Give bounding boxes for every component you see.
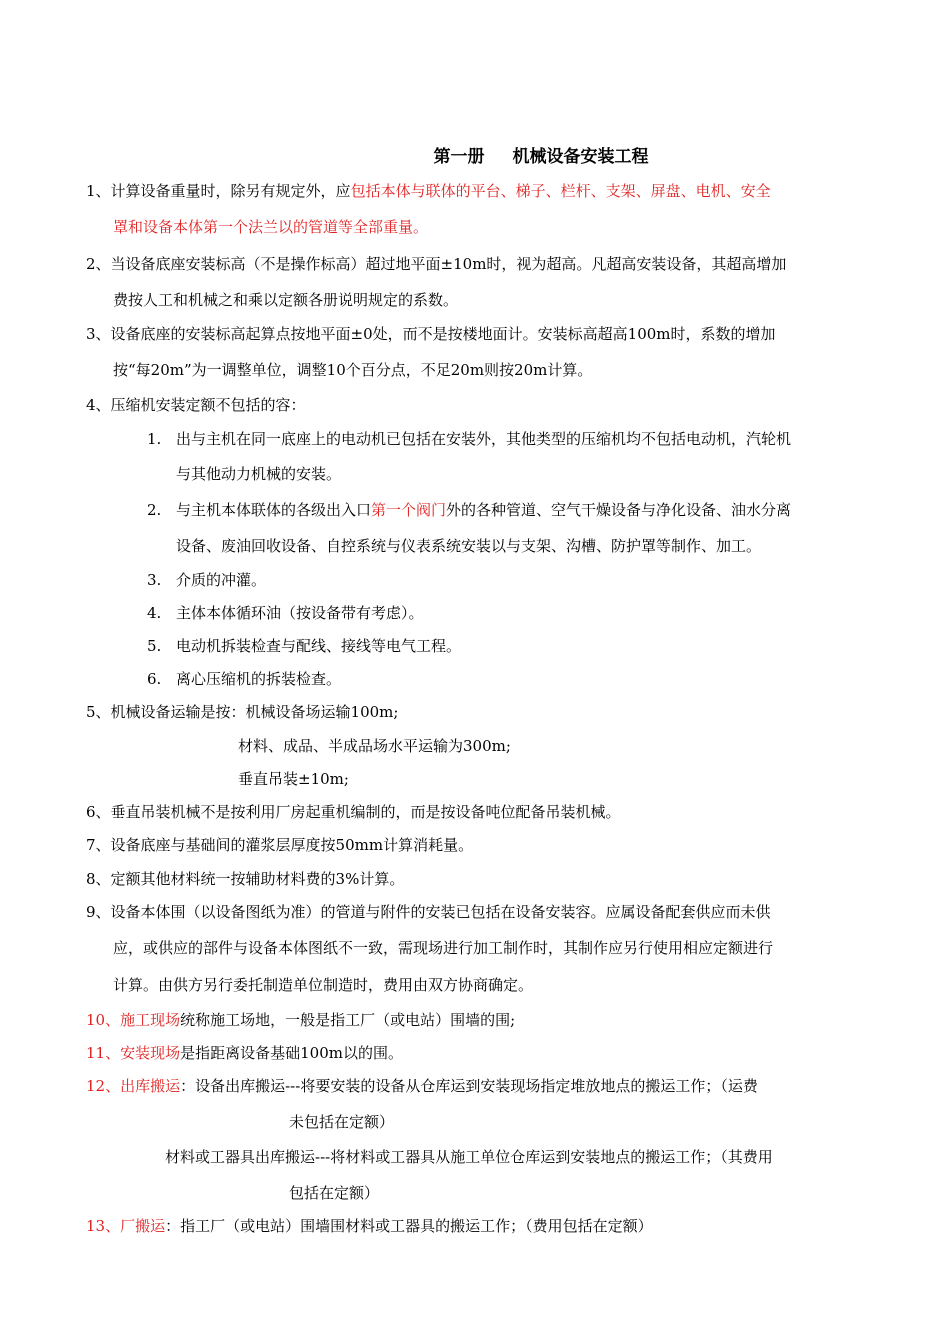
item-12-line-3: 材料或工器具出库搬运---将材料或工器具从施工单位仓库运到安装地点的搬运工作；（其费用 [165, 1148, 773, 1166]
item-5-line-3: 垂直吊装±10m; [238, 770, 349, 788]
item-3-line-1: 3、设备底座的安装标高起算点按地平面±0处，而不是按楼地面计。安装标高超高100m时，系数的增加 [86, 325, 776, 343]
item-11: 11、安装现场是指距离设备基础100m以的围。 [86, 1044, 403, 1062]
item-2-line-1: 2、当设备底座安装标高（不是操作标高）超过地平面±10m时，视为超高。凡超高安装设备，其超高增加 [86, 255, 787, 273]
item-4-sub-3: 3. 介质的冲灌。 [147, 571, 267, 589]
item-5-line-1: 5、机械设备运输是按：机械设备场运输100m; [86, 703, 399, 721]
item-1-line-2: 罩和设备本体第一个法兰以的管道等全部重量。 [113, 218, 429, 236]
item-8: 8、定额其他材料统一按辅助材料费的3%计算。 [86, 870, 405, 888]
item-13-term: 厂搬运 [120, 1217, 166, 1235]
item-4-heading: 4、压缩机安装定额不包括的容： [86, 396, 306, 414]
item-4-sub-1-line-2: 与其他动力机械的安装。 [176, 465, 342, 483]
item-2-line-2: 费按人工和机械之和乘以定额各册说明规定的系数。 [113, 291, 459, 309]
item-12-line-2: 未包括在定额） [289, 1113, 395, 1131]
page-title [0, 146, 950, 168]
item-4-sub-2-highlight: 第一个阀门 [371, 501, 447, 519]
item-1-line-1: 1、计算设备重量时，除另有规定外，应包括本体与联体的平台、梯子、栏杆、支架、屏盘、电机、安全 [86, 182, 771, 200]
item-5-line-2: 材料、成品、半成品场水平运输为300m; [238, 737, 511, 755]
item-12-line-4: 包括在定额） [289, 1184, 380, 1202]
item-12-term: 出库搬运 [120, 1077, 181, 1095]
item-1-highlight: 包括本体与联体的平台、梯子、栏杆、支架、屏盘、电机、安全 [350, 182, 771, 200]
item-4-sub-5: 5. 电动机拆装检查与配线、接线等电气工程。 [147, 637, 462, 655]
item-9-line-2: 应，或供应的部件与设备本体图纸不一致，需现场进行加工制作时，其制作应另行使用相应定额进行 [113, 939, 774, 957]
item-13: 13、厂搬运：指工厂（或电站）围墙围材料或工器具的搬运工作；（费用包括在定额） [86, 1217, 653, 1235]
item-10: 10、施工现场统称施工场地，一般是指工厂（或电站）围墙的围; [86, 1011, 516, 1029]
item-12-line-1: 12、出库搬运：设备出库搬运---将要安装的设备从仓库运到安装现场指定堆放地点的搬运工作；（运费 [86, 1077, 758, 1095]
item-9-line-3: 计算。由供方另行委托制造单位制造时，费用由双方协商确定。 [113, 976, 534, 994]
item-3-line-2: 按“每20m”为一调整单位，调整10个百分点，不足20m则按20m计算。 [113, 361, 593, 379]
item-4-sub-6: 6. 离心压缩机的拆装检查。 [147, 670, 342, 688]
item-9-line-1: 9、设备本体围（以设备图纸为准）的管道与附件的安装已包括在设备安装容。应属设备配套供应而未供 [86, 903, 771, 921]
item-4-sub-1-line-1: 1. 出与主机在同一底座上的电动机已包括在安装外，其他类型的压缩机均不包括电动机，汽轮机 [147, 430, 792, 448]
item-4-sub-2-line-1: 2. 与主机本体联体的各级出入口第一个阀门外的各种管道、空气干燥设备与净化设备、油水分离 [147, 501, 792, 519]
title-part: 第一册 [433, 147, 485, 167]
item-10-term: 施工现场 [120, 1011, 181, 1029]
item-4-sub-2-line-2: 设备、废油回收设备、自控系统与仪表系统安装以与支架、沟槽、防护罩等制作、加工。 [176, 537, 762, 555]
item-7: 7、设备底座与基础间的灌浆层厚度按50mm计算消耗量。 [86, 836, 474, 854]
item-6: 6、垂直吊装机械不是按利用厂房起重机编制的，而是按设备吨位配备吊装机械。 [86, 803, 621, 821]
title-name: 机械设备安装工程 [512, 147, 649, 167]
item-4-sub-4: 4. 主体本体循环油（按设备带有考虑）。 [147, 604, 424, 622]
item-11-term: 安装现场 [120, 1044, 181, 1062]
